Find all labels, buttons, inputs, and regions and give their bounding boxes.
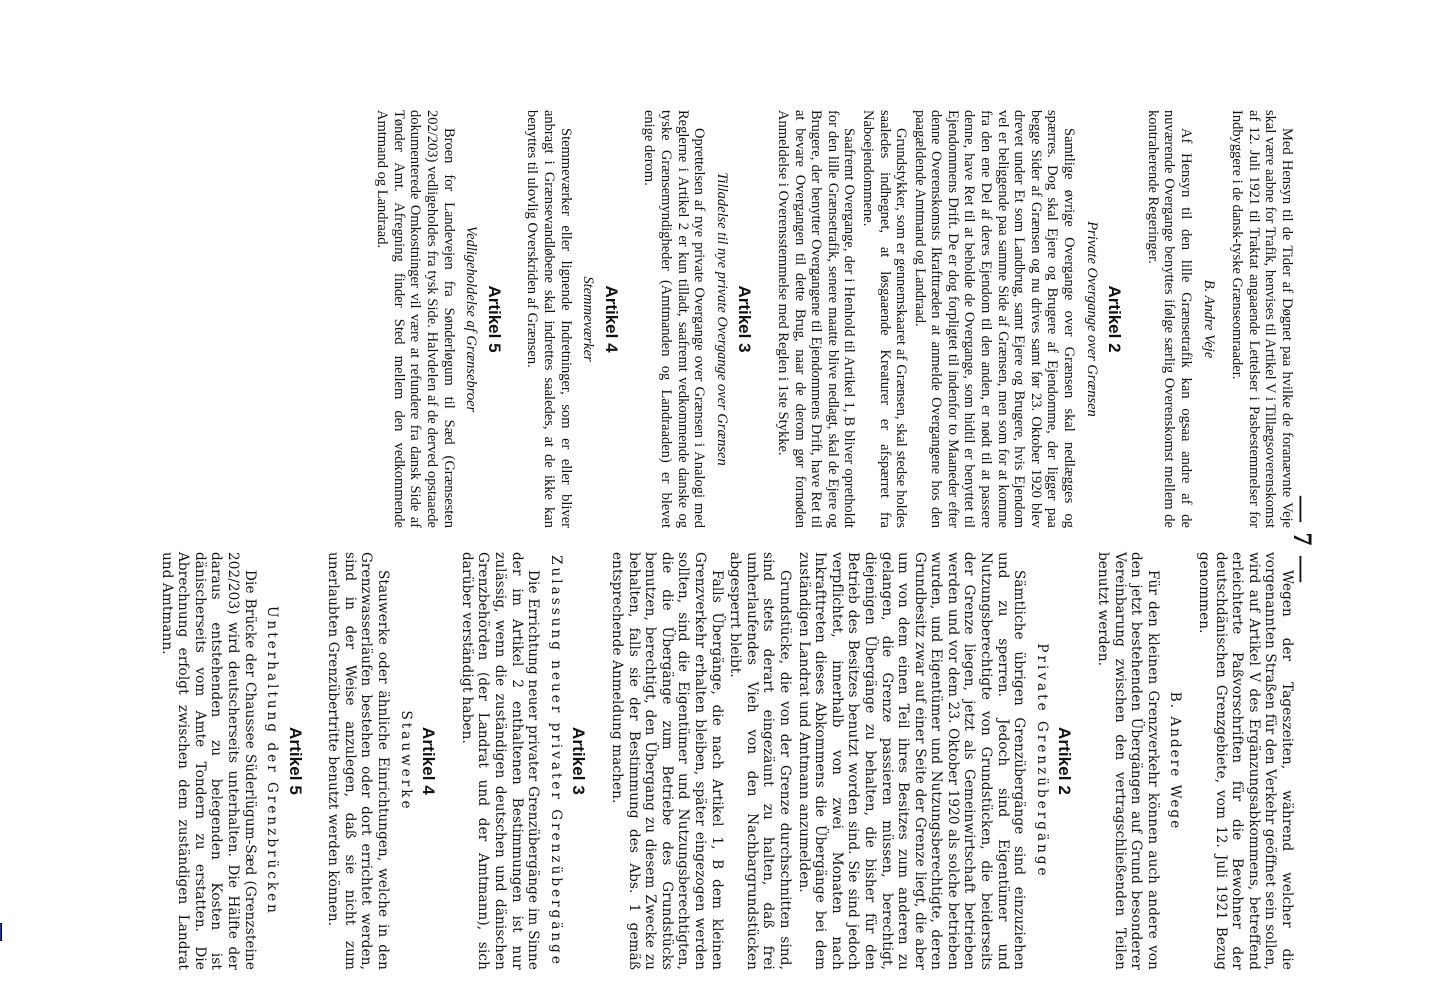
german-article-4-paragraph: Stauwerke oder ähnliche Einrichtungen, welche in den Grenzwasserläufen bestehen oder dort errichtet werden, sind in der Weise anzulegen, daß sie nicht zum unerlaubten Grenzübertritte benutzt werden können.: [325, 552, 392, 970]
german-article-3-paragraph: Die Errichtung neuer privater Grenzübergänge im Sinne der im Artikel 2 enthaltenen Bestimmungen ist nur zulässig, wenn die zuständigen deutschen und dänischen Grenzbehörden (der Landrat und der Amtmann), sich darüber verständigt haben.: [458, 552, 542, 970]
two-column-text: [115, 110, 1295, 970]
german-article-2-paragraph-3: Falls Übergänge, die nach Artikel 1, B dem kleinen Grenzverkehr erhalten bleiben, später eingezogen werden sollten, sind die Eigentümer und Nutzungsberechtigten, die die Übergänge zum Betriebe des Grundstücks benutzen, berechtigt, den Übergang zu diesem Zwecke zu behalten, falls sie der Bestimmung des Abs. 1 gemäß entsprechende Anmeldung machen.: [609, 552, 725, 970]
danish-article-2-paragraph-3: Saafremt Overgange, der i Henhold til Artikel 1, B bliver opretholdt for den lille Grænsetrafik, senere maatte blive nedlagt, skal de Ejere og Brugere, der benytter Overgangene til Ejendommens Drift, have Ret til at bevare Overgangen til dette Brug, naar de derom gør fornøden Anmeldelse i Overensstemmelse med Reglen i 1ste Stykke.: [774, 110, 858, 528]
danish-article-5-paragraph: Broen for Landevejen fra Sønderløgum til Sæd (Grænsesten 202/203) vedligeholdes fra tysk Side. Halvdelen af de derved opstaaede dokumenterede Omkostninger vil være at refundere fra dansk Side af Tønder Amt. Afregning finder Sted mellem den vedkommende Amtmand og Landraad.: [374, 110, 457, 528]
danish-article-2-paragraph-2: Grundstykker, som er gennemskaaret af Grænsen, skal stedse holdes saaledes indhegnet, at løsgaaende Kreaturer er afspærret fra Naboejendommene.: [859, 110, 910, 528]
digitization-credit: [0, 560, 4, 1000]
danish-section-b-heading: B. Andre Veje: [1200, 279, 1217, 359]
german-article-2-paragraph-2: Grundstücke, die von der Grenze durchschnitten sind, sind stets derart eingezäunt zu halten, daß frei umherlaufendes Vieh von den Nachbargrundstücken abgesperrt bleibt.: [727, 552, 793, 970]
danish-article-4-subheading: Stemmeværker: [580, 276, 597, 362]
danish-article-4-heading: Artikel 4: [601, 285, 621, 353]
danish-article-5-subheading: Vedligeholdelse af Grænsebroer: [463, 225, 480, 413]
german-article-4-subheading: Stauwerke: [397, 710, 414, 812]
danish-article-3-paragraph: Oprettelsen af nye private Overgange over Grænsen i Analogi med Reglerne i Artikel 2 er kun tilladt, saafremt vedkommende danske og tyske Grænsemyndigheder (Amtmanden og Landraaden) er blevet enige derom.: [641, 110, 708, 528]
danish-article-2-subheading: Private Overgange over Grænsen: [1083, 221, 1100, 417]
page-number: — 7 —: [1288, 496, 1317, 584]
danish-intro: Med Hensyn til de Tider af Døgnet paa hvilke de foranævnte Veje skal være aabne for Trafik, henvises til Artikel V i Tillægsoverenskomst af 12. Juli 1921 til Traktat angaaende Lettelser i Pasbestemmelser for Indbyggere i de dansk-tyske Grænseomraader.: [1229, 110, 1295, 528]
dfg-logo-icon: [0, 923, 2, 941]
german-section-b-heading: B. Andere Wege: [1167, 691, 1184, 831]
digitization-credit-text: [0, 560, 1, 919]
danish-article-5-heading: Artikel 5: [484, 285, 504, 353]
german-article-2-paragraph-1: Sämtliche übrigen Grenzübergänge sind einzuziehen und zu sperren. Jedoch sind Eigentümer und Nutzungsberechtigte von Grundstücken, die beiderseits der Grenze liegen, jetzt als Gemeinwirtschaft betrieben werden und vor dem 23. Oktober 1920 als solche betrieben wurden, und Eigentümer und Nutzungsberechtigte, deren Grundbesitz zwar auf einer Seite der Grenze liegt, die aber um von dem einen Teil ihres Besitzes zum anderen zu gelangen, die Grenze passieren müssen, berechtigt, diejenigen Übergänge zu behalten, die bisher für den Betrieb des Besitzes benutzt worden sind. Sie sind jedoch verpflichtet, innerhalb von zwei Monaten nach Inkrafttreten dieses Abkommens die Übergänge bei dem zuständigen Landrat und Amtmann anzumelden.: [795, 552, 1028, 970]
danish-column: [115, 110, 1295, 528]
german-article-2-heading: Artikel 2: [1055, 727, 1075, 795]
german-article-4-heading: Artikel 4: [419, 727, 439, 795]
rotated-page: [107, 110, 1317, 970]
german-column: [115, 552, 1295, 970]
german-intro: Wegen der Tageszeiten, während welcher die vorgenannten Straßen für den Verkehr geöffnet sein sollen, wird auf Artikel V des Ergänzungsabkommens, betreffend erleichterte Paßvorschriften für die Bewohner der deutschdänischen Grenzgebiete, vom 12. Juli 1921 Bezug genommen.: [1196, 552, 1295, 970]
german-article-5-paragraph: Die Brücke der Chaussee Süderlügum-Sæd (Grenzsteine 202/203) wird deutscherseits unterhalten. Die Hälfte der daraus entstehenden zu belegenden Kosten ist dänischerseits vom Amte Tondern zu erstatten. Die Abrechnung erfolgt zwischen dem zuständigen Landrat und Amtmann.: [158, 552, 258, 970]
danish-article-3-subheading: Tilladelse til nye private Overgange over Grænsen: [713, 172, 730, 466]
german-article-2-subheading: Private Grenzübergänge: [1033, 643, 1050, 879]
german-article-5-subheading: Unterhaltung der Grenzbrücken: [264, 606, 281, 916]
danish-article-2-paragraph-1: Samtlige øvrige Overgange over Grænsen skal nedlægges og spærres. Dog skal Ejere og Brugere af Ejendomme, der ligger paa begge Sider af Grænsen og nu drives samt før 23. Oktober 1920 blev drevet under Et som Landbrug, samt Ejere og Brugere, hvis Ejendom vel er beliggende paa samme Side af Grænsen, men som for at komme fra den ene Del af deres Ejendom til den anden, er nødt til at passere denne, have Ret til at beholde de Overgange, som hidtil er benyttet til Ejendommens Drift. De er dog forpligtet til indenfor to Maaneder efter denne Overenskomsts Ikrafttræden at anmelde Overgangene hos den paagældende Amtmand og Landraad.: [911, 110, 1078, 528]
danish-article-4-paragraph: Stemmeværker eller lignende Indretninger, som er eller bliver anbragt i Grænsevandløbene skal indrettes saaledes, at de ikke kan benyttes til ulovlig Overskriden af Grænsen.: [524, 110, 574, 528]
german-section-b-text: Für den kleinen Grenzverkehr können auch andere von den jetzt bestehenden Übergängen auf Grund besonderer Vereinbarung zwischen den vertragschließenden Teilen benutzt werden.: [1095, 552, 1161, 970]
danish-article-3-heading: Artikel 3: [735, 285, 755, 353]
german-article-3-heading: Artikel 3: [569, 727, 589, 795]
german-article-5-heading: Artikel 5: [285, 727, 305, 795]
danish-article-2-heading: Artikel 2: [1105, 285, 1125, 353]
german-article-3-subheading: Zulassung neuer privater Grenzübergänge: [547, 555, 564, 967]
danish-section-b-text: Af Hensyn til den lille Grænsetrafik kan ogsaa andre af de nuværende Overgange benyttes ifølge særlig Overenskomst mellem de kontraherende Regeringer.: [1144, 110, 1195, 528]
